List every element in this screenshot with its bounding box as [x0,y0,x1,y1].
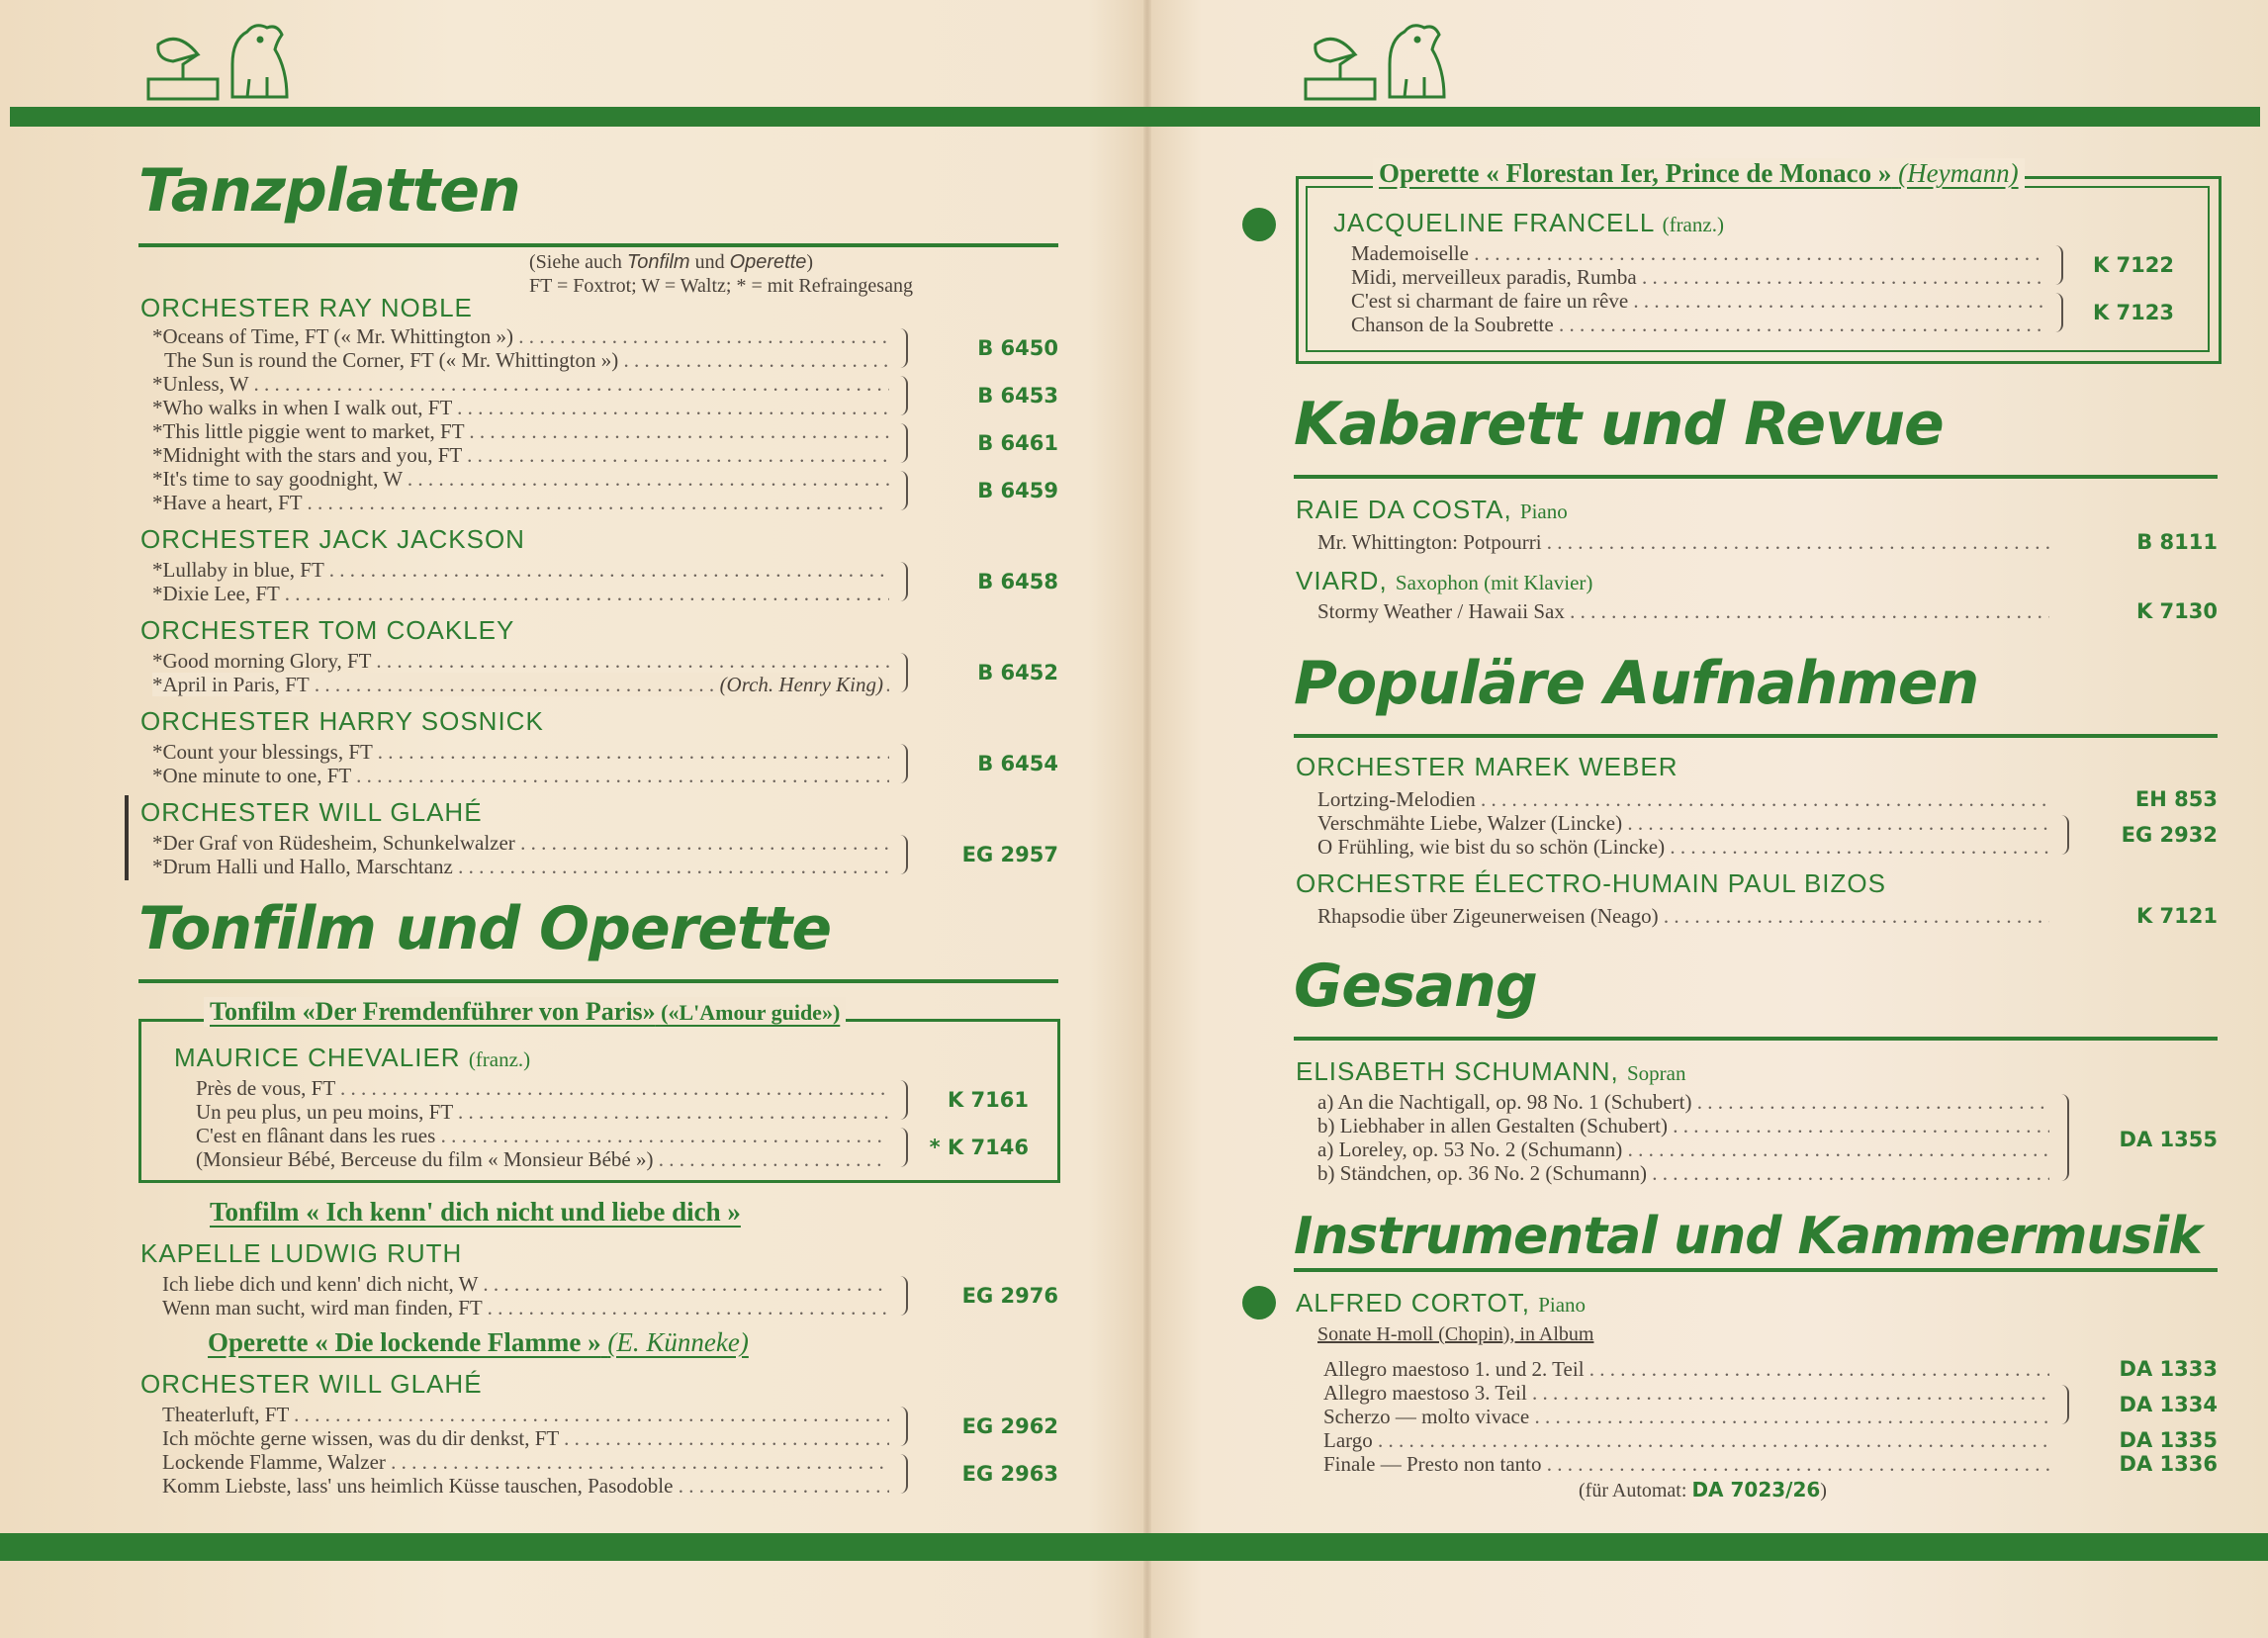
catalog-number: EG 2932 [2121,823,2218,847]
track: *One minute to one, FT . . . [152,764,889,787]
catalog-number: EG 2957 [961,843,1058,866]
track: Midi, merveilleux paradis, Rumba . . . [1351,265,2043,289]
section-rule [1294,734,2218,738]
catalog-number: B 6453 [977,384,1058,408]
track: *Drum Halli und Hallo, Marschtanz . . . [152,855,889,878]
track: *Der Graf von Rüdesheim, Schunkelwalzer . . . [152,831,889,855]
artist-marek-weber: ORCHESTER MAREK WEBER [1296,752,1678,781]
abbreviation-legend: FT = Foxtrot; W = Waltz; * = mit Refraingesang [529,275,913,297]
subheading-ich-kenn-dich: Tonfilm « Ich kenn' dich nicht und liebe dich » [210,1197,741,1227]
catalog-number: DA 1334 [2119,1393,2218,1416]
artist-raie-da-costa: RAIE DA COSTA, Piano [1296,495,1568,524]
section-bullet [1242,208,1276,241]
automat-note: (für Automat: DA 7023/26) [1579,1478,1827,1502]
brace [900,1128,908,1167]
dog-and-gramophone-icon [138,10,317,104]
track: Wenn man sucht, wird man finden, FT . . . [162,1296,889,1320]
catalog-number: B 6459 [977,479,1058,502]
track: Stormy Weather / Hawaii Sax . . . [1317,599,2049,623]
brace [900,744,908,783]
brace [2061,1385,2069,1424]
catalog-number: K 7130 [2135,599,2218,623]
catalog-number: K 7161 [947,1088,1029,1112]
catalog-number: B 6454 [977,752,1058,775]
catalog-number: EG 2963 [961,1462,1058,1486]
artist-paul-bizos: ORCHESTRE ÉLECTRO-HUMAIN PAUL BIZOS [1296,868,1886,898]
track: Finale — Presto non tanto . . . [1323,1452,2049,1476]
dog-and-gramophone-icon [1296,10,1474,104]
track: Ich liebe dich und kenn' dich nicht, W . . . [162,1272,889,1296]
section-title-gesang: Gesang [1294,952,1537,1021]
track: a) An die Nachtigall, op. 98 No. 1 (Schubert) . . . [1317,1090,2049,1114]
brace [900,1276,908,1316]
artist-elisabeth-schumann: ELISABETH SCHUMANN, Sopran [1296,1056,1686,1086]
brace [900,562,908,601]
brace [2055,293,2063,332]
artist-tom-coakley: ORCHESTER TOM COAKLEY [140,615,515,645]
track: The Sun is round the Corner, FT (« Mr. Whittington ») . . . [164,348,889,372]
catalog-number: B 6452 [977,661,1058,684]
brace [2061,815,2069,855]
artist-jack-jackson: ORCHESTER JACK JACKSON [140,524,525,554]
center-fold [1143,0,1151,1638]
track: Mr. Whittington: Potpourri . . . [1317,530,2049,554]
section-title-instrumental-und-kammermusik: Instrumental und Kammermusik [1294,1207,2202,1266]
track: Près de vous, FT . . . [196,1076,888,1100]
subheading-lockende-flamme: Operette « Die lockende Flamme » (E. Künneke) [208,1327,749,1357]
catalog-number: B 6450 [977,336,1058,360]
bottom-green-band [0,1533,2268,1561]
track: *Midnight with the stars and you, FT . . . [152,443,889,467]
track: Allegro maestoso 1. und 2. Teil . . . [1323,1357,2049,1381]
track: *Have a heart, FT . . . [152,491,889,514]
catalog-number: K 7123 [2092,301,2174,324]
artist-viard: VIARD, Saxophon (mit Klavier) [1296,566,1593,595]
brace [2061,1094,2069,1181]
track: *Lullaby in blue, FT . . . [152,558,889,582]
track: Komm Liebste, lass' uns heimlich Küsse tauschen, Pasodoble . . . [162,1474,889,1498]
artist-jacqueline-francell: JACQUELINE FRANCELL (franz.) [1333,208,1724,237]
brace [900,376,908,415]
section-rule [1294,1037,2218,1041]
track: Un peu plus, un peu moins, FT . . . [196,1100,888,1124]
brace [900,835,908,874]
track: *April in Paris, FT (Orch. Henry King) . . . [152,673,889,696]
brace [900,653,908,692]
top-green-band [10,107,2260,127]
brace [900,423,908,463]
section-rule [1294,1268,2218,1272]
track: (Monsieur Bébé, Berceuse du film « Monsieur Bébé ») . . . [196,1147,888,1171]
track: *Count your blessings, FT . . . [152,740,889,764]
brace [900,1407,908,1446]
track: Scherzo — molto vivace . . . [1323,1405,2049,1428]
track: *Who walks in when I walk out, FT . . . [152,396,889,419]
track: Allegro maestoso 3. Teil . . . [1323,1381,2049,1405]
artist-kapelle-ludwig-ruth: KAPELLE LUDWIG RUTH [140,1238,463,1268]
track: Mademoiselle . . . [1351,241,2043,265]
catalog-number: EG 2962 [961,1414,1058,1438]
brace [900,471,908,510]
operette-florestan-heading: Operette « Florestan Ier, Prince de Monaco » (Heymann) [1373,158,2025,189]
album-title: Sonate H-moll (Chopin), in Album [1317,1323,1594,1345]
catalog-number: EH 853 [2134,787,2218,811]
section-rule [1294,475,2218,479]
track: O Frühling, wie bist du so schön (Lincke) . . . [1317,835,2049,859]
track: Rhapsodie über Zigeunerweisen (Neago) . . . [1317,904,2049,928]
artist-maurice-chevalier: MAURICE CHEVALIER (franz.) [174,1043,531,1072]
track: *This little piggie went to market, FT . . . [152,419,889,443]
track: Largo . . . [1323,1428,2049,1452]
catalog-number: DA 1355 [2119,1128,2218,1151]
section-bullet [1242,1286,1276,1320]
track: Chanson de la Soubrette . . . [1351,313,2043,336]
brace [900,1080,908,1120]
track: Theaterluft, FT . . . [162,1403,889,1426]
cross-reference-note: (Siehe auch Tonfilm und Operette) [529,251,814,273]
catalog-number: B 6461 [977,431,1058,455]
artist-ray-noble: ORCHESTER RAY NOBLE [140,293,473,322]
catalog-number: K 7121 [2135,904,2218,928]
catalog-number: K 7122 [2092,253,2174,277]
track: Lockende Flamme, Walzer . . . [162,1450,889,1474]
section-title-kabarett-und-revue: Kabarett und Revue [1294,390,1944,459]
artist-will-glahe: ORCHESTER WILL GLAHÉ [140,797,483,827]
track: C'est si charmant de faire un rêve . . . [1351,289,2043,313]
artist-will-glahe: ORCHESTER WILL GLAHÉ [140,1369,483,1399]
section-rule [138,979,1058,983]
box-heading: Tonfilm «Der Fremdenführer von Paris» («L'Amour guide») [204,997,846,1027]
catalog-number: B 6458 [977,570,1058,593]
brace [900,328,908,368]
track: b) Liebhaber in allen Gestalten (Schubert) . . . [1317,1114,2049,1138]
section-title-tonfilm-und-operette: Tonfilm und Operette [138,894,832,963]
track: Verschmähte Liebe, Walzer (Lincke) . . . [1317,811,2049,835]
catalog-number: B 8111 [2136,530,2218,554]
track: a) Loreley, op. 53 No. 2 (Schumann) . . . [1317,1138,2049,1161]
track: *Unless, W . . . [152,372,889,396]
brace [900,1454,908,1494]
track: *Dixie Lee, FT . . . [152,582,889,605]
brace [2055,245,2063,285]
track: C'est en flânant dans les rues . . . [196,1124,888,1147]
catalog-number: * K 7146 [929,1136,1029,1159]
track: *Good morning Glory, FT . . . [152,649,889,673]
track: Lortzing-Melodien . . . [1317,787,2049,811]
catalog-number: DA 1333 [2119,1357,2218,1381]
catalog-number: EG 2976 [961,1284,1058,1308]
section-rule [138,243,1058,247]
artist-alfred-cortot: ALFRED CORTOT, Piano [1296,1288,1587,1318]
track: Ich möchte gerne wissen, was du dir denkst, FT . . . [162,1426,889,1450]
artist-harry-sosnick: ORCHESTER HARRY SOSNICK [140,706,544,736]
catalog-number: DA 1335 [2119,1428,2218,1452]
track: b) Ständchen, op. 36 No. 2 (Schumann) . . . [1317,1161,2049,1185]
margin-mark [125,795,129,880]
section-title-populaere-aufnahmen: Populäre Aufnahmen [1294,649,1979,718]
track: *It's time to say goodnight, W . . . [152,467,889,491]
track: *Oceans of Time, FT (« Mr. Whittington ») . . . [152,324,889,348]
orchestra-annotation: (Orch. Henry King) [714,673,883,696]
section-title-tanzplatten: Tanzplatten [138,156,520,226]
catalog-number: DA 1336 [2119,1452,2218,1476]
